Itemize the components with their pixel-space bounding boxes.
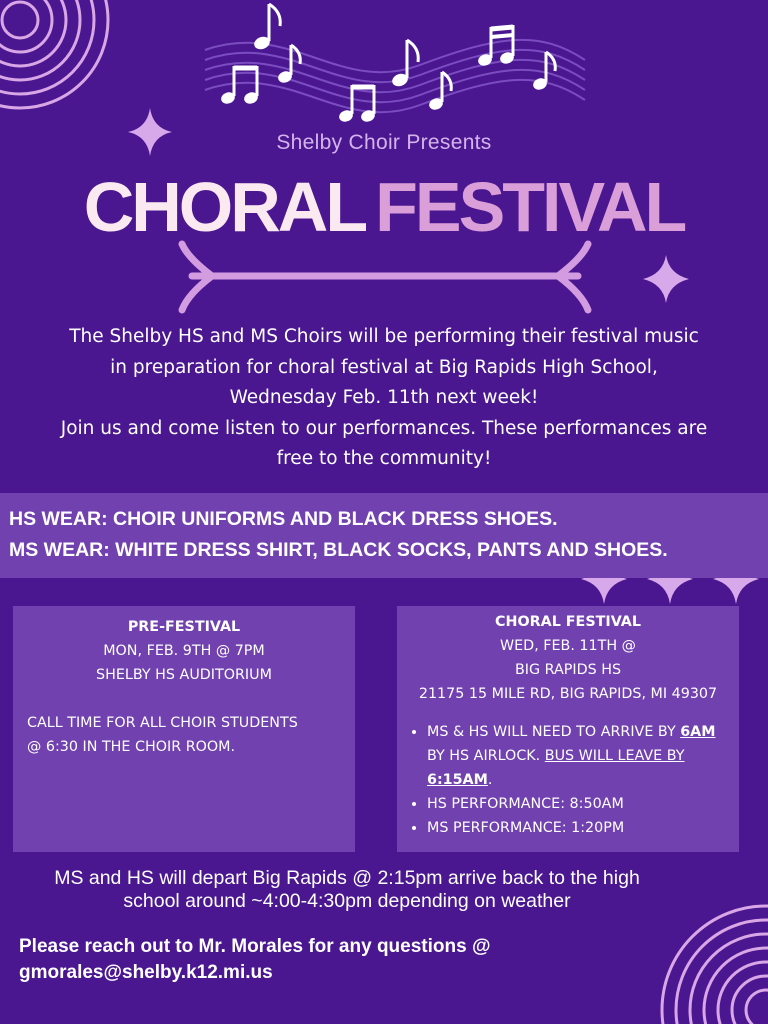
contact-line: Please reach out to Mr. Morales for any questions @ — [19, 936, 491, 957]
festival-date: WED, FEB. 11TH @ — [500, 638, 636, 654]
festival-venue: BIG RAPIDS HS — [514, 662, 622, 678]
departure-line: school around ~4:00-4:30pm depending on weather — [123, 890, 571, 912]
ornament-divider — [182, 244, 588, 310]
intro-line: free to the community! — [276, 448, 492, 469]
festival-heading: CHORAL FESTIVAL — [495, 614, 641, 630]
pre-festival-heading: PRE-FESTIVAL — [127, 619, 241, 635]
pre-festival-card — [13, 606, 355, 852]
contact-email: gmorales@shelby.k12.mi.us — [19, 962, 273, 983]
departure-line: MS and HS will depart Big Rapids @ 2:15pm arrive back to the high — [54, 867, 640, 889]
music-notes-icon — [220, 4, 556, 124]
festival-schedule-list — [405, 720, 731, 840]
festival-address: 21175 15 MILE RD, BIG RAPIDS, MI 49307 — [418, 686, 718, 702]
intro-line: in preparation for choral festival at Big Rapids High School, — [110, 356, 658, 378]
title-word-choral: CHORAL — [83, 168, 366, 246]
hs-dress-code: HS WEAR: CHOIR UNIFORMS AND BLACK DRESS SHOES. — [9, 508, 558, 530]
call-time-line: @ 6:30 IN THE CHOIR ROOM. — [27, 739, 236, 755]
intro-line: Join us and come listen to our performances. These performances are — [60, 417, 708, 439]
bottom-right-circle-decoration — [662, 906, 768, 1024]
ms-dress-code: MS WEAR: WHITE DRESS SHIRT, BLACK SOCKS, PANTS AND SHOES. — [9, 539, 668, 561]
call-time-line: CALL TIME FOR ALL CHOIR STUDENTS — [27, 715, 298, 731]
top-left-circle-decoration — [0, 0, 108, 108]
list-item: • MS & HS WILL NEED TO ARRIVE BY 6AM BY HS AIRLOCK. BUS WILL LEAVE BY 6:15AM. — [427, 720, 731, 792]
intro-text — [20, 322, 748, 475]
page-title — [0, 162, 768, 252]
departure-info — [0, 867, 694, 913]
contact-info — [19, 934, 639, 986]
choral-festival-card — [397, 606, 739, 852]
presents-subtitle: Shelby Choir Presents — [276, 131, 492, 154]
list-item: • MS PERFORMANCE: 1:20PM — [427, 816, 731, 840]
intro-line: The Shelby HS and MS Choirs will be performing their festival music — [69, 326, 699, 347]
intro-line: Wednesday Feb. 11th next week! — [229, 387, 539, 408]
pre-festival-location: SHELBY HS AUDITORIUM — [96, 667, 272, 683]
list-item: • HS PERFORMANCE: 8:50AM — [427, 792, 731, 816]
pre-festival-date: MON, FEB. 9TH @ 7PM — [103, 643, 265, 659]
title-word-festival: FESTIVAL — [375, 168, 685, 246]
dress-code-band — [0, 493, 768, 578]
